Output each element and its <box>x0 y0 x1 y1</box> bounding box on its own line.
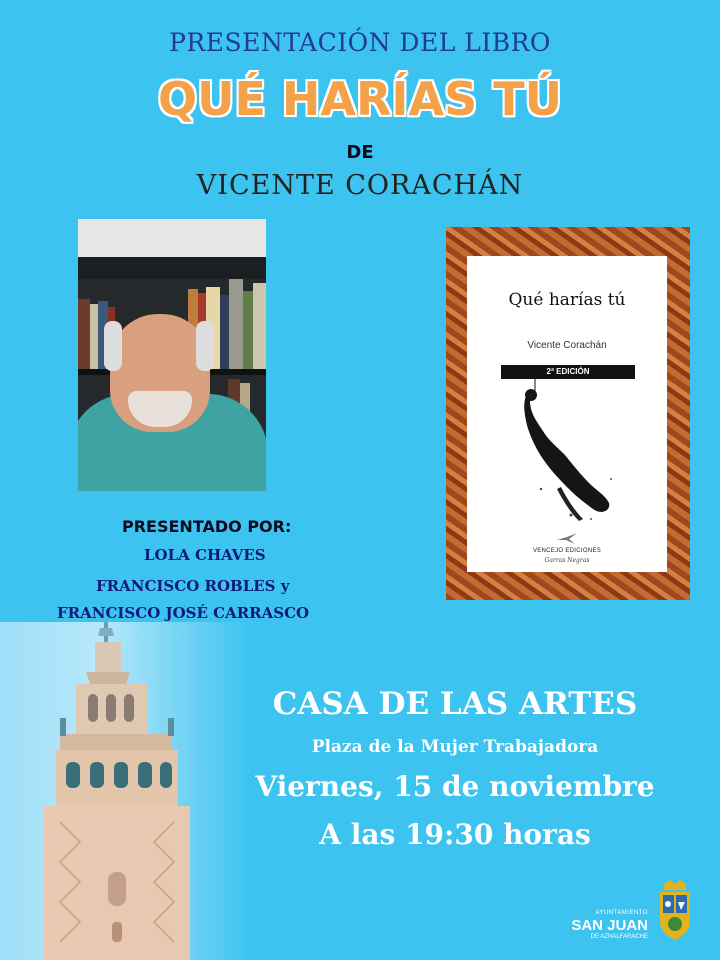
book-cover-panel <box>467 256 667 572</box>
presenters-label: PRESENTADO POR: <box>122 517 292 536</box>
book-cover <box>446 227 690 600</box>
town-hall-logo <box>550 880 710 950</box>
publisher-bird-icon <box>555 532 579 546</box>
author-hair-right <box>196 321 214 371</box>
logo-line1: AYUNTAMIENTO <box>595 910 648 916</box>
book-title-heading: QUÉ HARÍAS TÚ <box>157 72 562 126</box>
book-collection: Garras Negras <box>544 557 590 564</box>
event-date: Viernes, 15 de noviembre <box>255 770 655 803</box>
pretitle: PRESENTACIÓN DEL LIBRO <box>169 28 551 57</box>
book-publisher: VENCEJO EDICIONES <box>532 548 602 554</box>
author-photo <box>78 219 266 491</box>
author-name: VICENTE CORACHÁN <box>196 170 524 201</box>
author-hair-left <box>104 321 122 371</box>
book-cover-author: Vicente Corachán <box>527 340 607 351</box>
presenter-name: FRANCISCO ROBLES y <box>96 577 290 595</box>
venue-name: CASA DE LAS ARTES <box>272 686 638 722</box>
logo-line3: DE AZNALFARACHE <box>590 934 648 940</box>
connector-text: DE <box>346 142 374 163</box>
giralda-tower-image <box>0 622 250 960</box>
event-time: A las 19:30 horas <box>319 818 591 851</box>
venue-address: Plaza de la Mujer Trabajadora <box>311 737 599 757</box>
logo-line2: SAN JUAN <box>571 917 648 934</box>
presenter-name: FRANCISCO JOSÉ CARRASCO <box>57 604 310 622</box>
coat-of-arms-icon <box>656 880 694 942</box>
book-cover-title: Qué harías tú <box>508 290 626 310</box>
book-edition-band: 2ª EDICIÓN <box>501 365 635 379</box>
hanging-figure-illustration <box>501 379 635 524</box>
photo-ceiling <box>78 219 266 257</box>
tower-illustration <box>0 622 250 960</box>
presenter-name: LOLA CHAVES <box>144 546 266 564</box>
